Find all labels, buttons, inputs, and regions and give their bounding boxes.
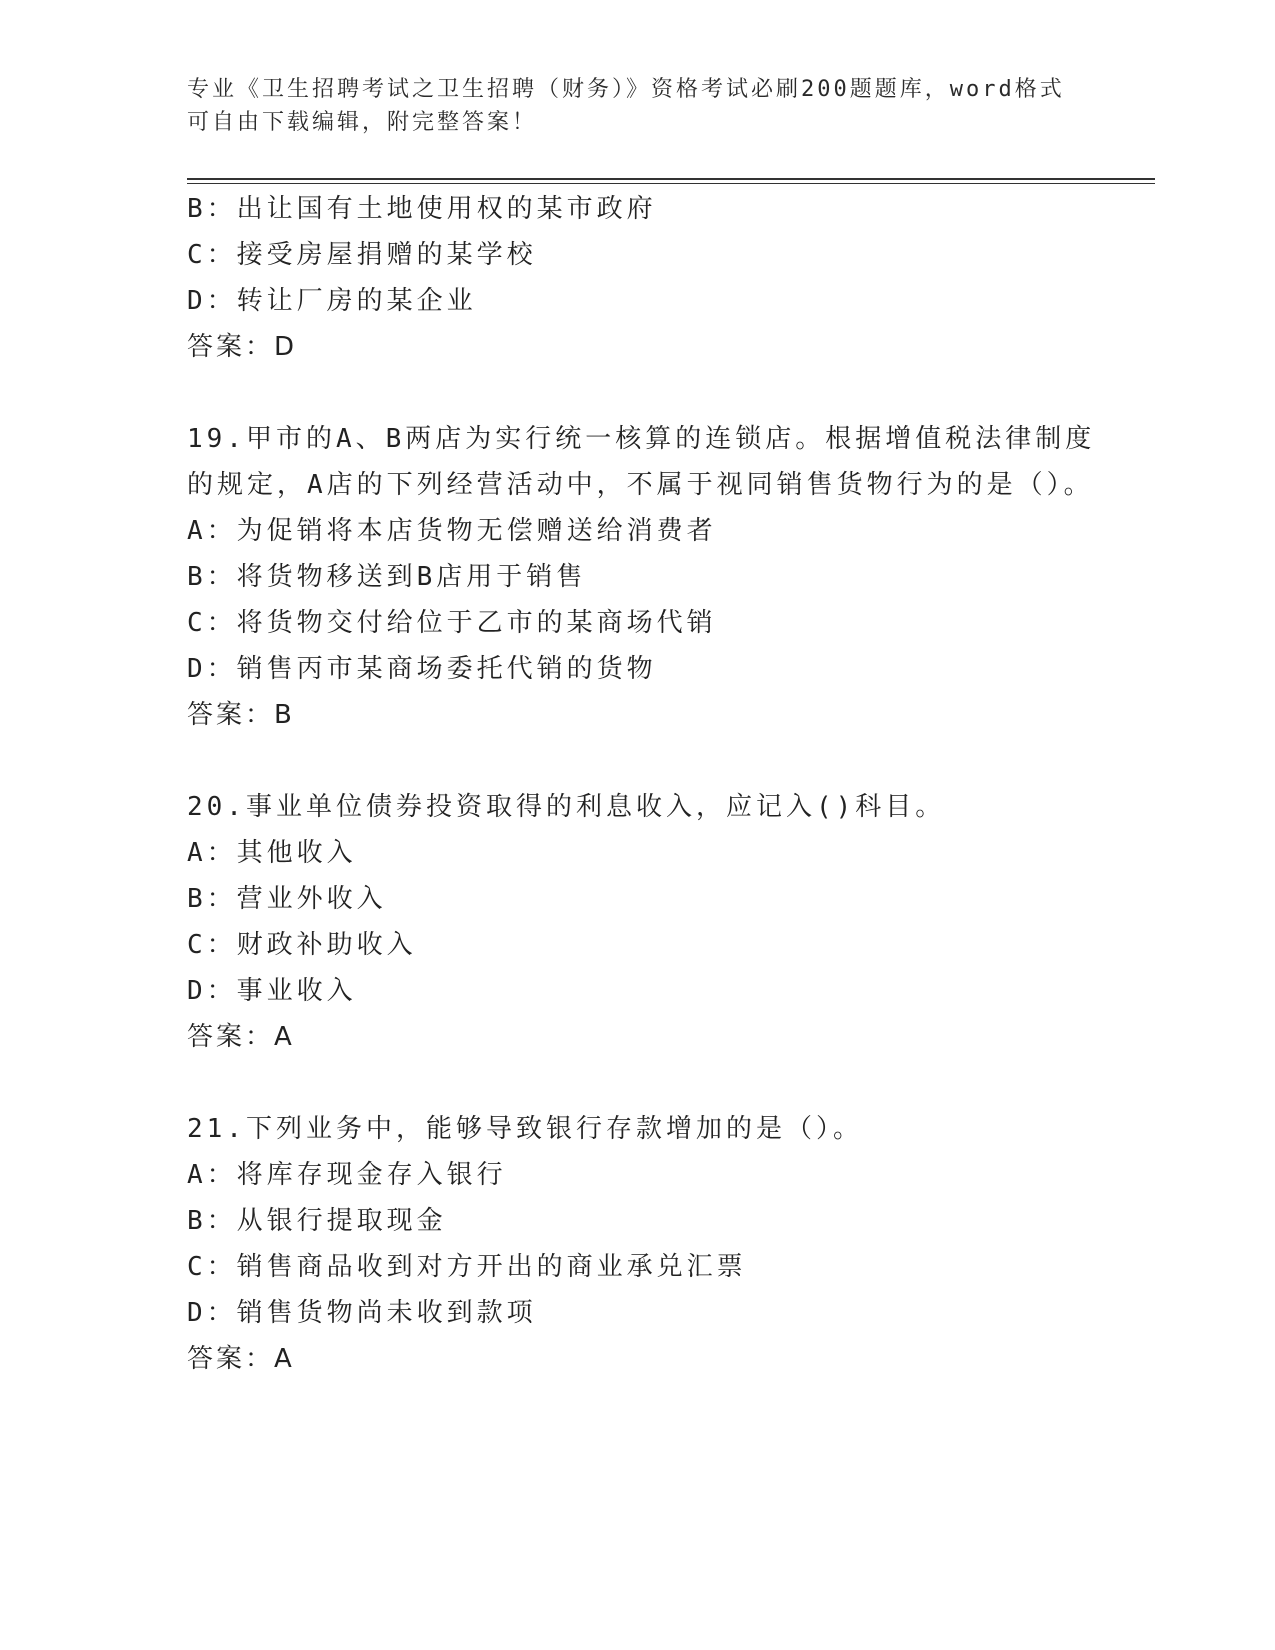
option-c: C：接受房屋捐赠的某学校 (187, 240, 537, 270)
option-a: A：将库存现金存入银行 (187, 1160, 507, 1190)
header-divider (187, 178, 1155, 184)
option-c: C：将货物交付给位于乙市的某商场代销 (187, 608, 717, 638)
question-stem: 19.甲市的A、B两店为实行统一核算的连锁店。根据增值税法律制度 (187, 424, 1096, 454)
question-20 (187, 784, 1155, 1060)
answer-line: 答案：A (187, 1022, 295, 1052)
option-a: A：为促销将本店货物无偿赠送给消费者 (187, 516, 717, 546)
option-d: D：销售丙市某商场委托代销的货物 (187, 654, 657, 684)
question-stem: 的规定，A店的下列经营活动中，不属于视同销售货物行为的是（）。 (187, 470, 1094, 500)
option-d: D：转让厂房的某企业 (187, 286, 477, 316)
option-d: D：事业收入 (187, 976, 357, 1006)
question-18-continued (187, 186, 1155, 370)
option-d: D：销售货物尚未收到款项 (187, 1298, 537, 1328)
question-21 (187, 1106, 1155, 1382)
answer-line: 答案：D (187, 332, 298, 362)
option-c: C：财政补助收入 (187, 930, 417, 960)
question-stem: 21.下列业务中，能够导致银行存款增加的是（）。 (187, 1114, 863, 1144)
option-b: B：营业外收入 (187, 884, 387, 914)
answer-line: 答案：B (187, 700, 295, 730)
question-list (187, 186, 1155, 1382)
option-b: B：将货物移送到B店用于销售 (187, 562, 587, 592)
question-19 (187, 416, 1155, 738)
header-line-2: 可自由下载编辑，附完整答案！ (187, 110, 538, 135)
document-header (187, 73, 1087, 139)
option-c: C：销售商品收到对方开出的商业承兑汇票 (187, 1252, 747, 1282)
option-b: B：出让国有土地使用权的某市政府 (187, 194, 657, 224)
option-b: B：从银行提取现金 (187, 1206, 447, 1236)
header-line-1: 专业《卫生招聘考试之卫生招聘（财务）》资格考试必刷200题题库，word格式 (187, 77, 1065, 102)
question-stem: 20.事业单位债券投资取得的利息收入，应记入()科目。 (187, 792, 946, 822)
answer-line: 答案：A (187, 1344, 295, 1374)
option-a: A：其他收入 (187, 838, 357, 868)
